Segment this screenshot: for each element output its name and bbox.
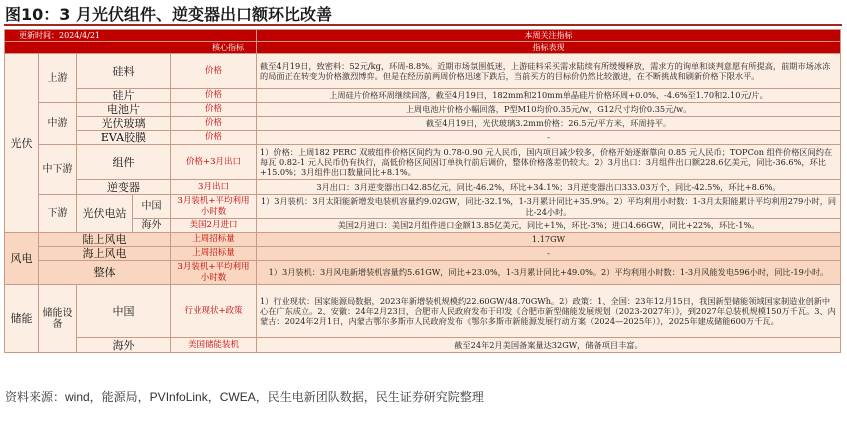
inverter-desc: 3月出口：3月逆变器出口42.85亿元，同比-46.2%，环比+34.1%；3月逆变器出口333.03万个，同比-42.5%，环比+8.6%。 xyxy=(257,180,841,195)
glass-label: 光伏玻璃 xyxy=(77,117,171,131)
glass-desc: 截至4月19日，光伏玻璃3.2mm价格：26.5元/平方米，环周持平。 xyxy=(257,117,841,131)
storage-china-desc: 1）行业现状：国家能源局数据，2023年新增装机规模约22.60GW/48.70GWh。2）政策：1、全国：23年12月15日，我国新型储能领域国家制造业创新中心在广东成立。2、安徽：24年2月23日，合肥市人民政府发布于印发《合肥市新型储能发展规划（2023-2027年）》，到2027年总装机规模150万千瓦。3、内蒙古：2024年2月1日，内蒙古鄂尔多斯市人民政府发布《鄂尔多斯市新能源发展行动方案（2024—2025年）》，2025年建成储能600万千瓦。 xyxy=(257,285,841,338)
module-desc: 1）价格：上周182 PERC 双玻组件价格区间约为 0.78-0.90 元人民币，国内项目减少较多，价格开始逐渐靠向 0.85 元人民币；TOPCon 组件价格区间约在每瓦 0.82-1 元人民币仍有执行，高低价格区间因订单执行前后调价，整体价格落差仍较大。2）3月出口：3月组件出口额228.6亿美元，同比-36.6%，环比+15.0%；3月组件出口数量同比+8.1%。 xyxy=(257,145,841,180)
storage-overseas-label: 海外 xyxy=(77,338,171,353)
eva-indicator: 价格 xyxy=(171,131,257,145)
cell-indicator: 价格 xyxy=(171,103,257,117)
storage-overseas-desc: 截至24年2月美国备案量达32GW，储备项目丰富。 xyxy=(257,338,841,353)
station-overseas-indicator: 美国2月进口 xyxy=(171,219,257,233)
offshore-label: 海上风电 xyxy=(39,247,171,261)
station-overseas-label: 海外 xyxy=(133,219,171,233)
silicon-desc: 截至4月19日，致密料：52元/kg，环周-8.8%。近期市场氛围低迷，上游硅料采买需求陆续有所缓慢释放，需求方的询单和谈判意愿有所提高，前期市场冰冻的局面正在转变为价格激烈博弈。但是在经历前两周价格迅速下跌后，当前买方的目标价仍然比较激进，在不断挑战和刷新价格下限水平。 xyxy=(257,54,841,89)
storage-overseas-indicator: 美国储能装机 xyxy=(171,338,257,353)
onshore-label: 陆上风电 xyxy=(39,233,171,247)
eva-label: EVA胶膜 xyxy=(77,131,171,145)
storage-device: 储能设备 xyxy=(39,285,77,353)
eva-desc: - xyxy=(257,131,841,145)
update-time: 更新时间：2024/4/21 xyxy=(5,30,257,42)
station-label: 光伏电站 xyxy=(77,195,133,233)
module-label: 组件 xyxy=(77,145,171,180)
onshore-indicator: 上周招标量 xyxy=(171,233,257,247)
pv-category: 光伏 xyxy=(5,54,39,233)
weekly-focus-header: 本周关注指标 xyxy=(257,30,841,42)
silicon-indicator: 价格 xyxy=(171,54,257,89)
cell-label: 电池片 xyxy=(77,103,171,117)
station-china-indicator: 3月装机+平均利用小时数 xyxy=(171,195,257,219)
inverter-indicator: 3月出口 xyxy=(171,180,257,195)
indicator-desc-header: 指标表现 xyxy=(257,42,841,54)
pv-mid-downstream: 中下游 xyxy=(39,145,77,195)
title-rule xyxy=(4,24,842,26)
wafer-label: 硅片 xyxy=(77,89,171,103)
cell-desc: 上周电池片价格小幅回落，P型M10均价0.35元/w，G12尺寸均价0.35元/w。 xyxy=(257,103,841,117)
offshore-desc: - xyxy=(257,247,841,261)
source-note: 资料来源：wind，能源局，PVInfoLink，CWEA，民生电新团队数据，民生证券研究院整理 xyxy=(5,390,484,404)
wafer-desc: 上周硅片价格环周继续回落，截至4月19日，182mm和210mm单晶硅片价格环周+0.0%、-4.6%至1.70和2.10元/片。 xyxy=(257,89,841,103)
silicon-label: 硅料 xyxy=(77,54,171,89)
figure-title: 图10：3 月光伏组件、逆变器出口额环比改善 xyxy=(5,5,332,24)
wafer-indicator: 价格 xyxy=(171,89,257,103)
pv-upstream: 上游 xyxy=(39,54,77,103)
wind-overall-indicator: 3月装机+平均利用小时数 xyxy=(171,261,257,285)
module-indicator: 价格+3月出口 xyxy=(171,145,257,180)
wind-category: 风电 xyxy=(5,233,39,285)
onshore-desc: 1.17GW xyxy=(257,233,841,247)
station-overseas-desc: 美国2月进口：美国2月组件进口金额13.85亿美元，同比+1%，环比-3%；进口4.66GW，同比+22%，环比-1%。 xyxy=(257,219,841,233)
storage-category: 储能 xyxy=(5,285,39,353)
storage-china-indicator: 行业现状+政策 xyxy=(171,285,257,338)
storage-china-label: 中国 xyxy=(77,285,171,338)
wind-overall-desc: 1）3月装机：3月风电新增装机容量约5.61GW，同比+23.0%，1-3月累计同比+49.0%。2）平均利用小时数：1-3月风能发电596小时，同比-19小时。 xyxy=(257,261,841,285)
wind-overall-label: 整体 xyxy=(39,261,171,285)
station-china-desc: 1）3月装机：3月太阳能新增发电装机容量约9.02GW，同比-32.1%，1-3月累计同比+35.9%。2）平均利用小时数：1-3月太阳能累计平均利用279小时，同比-24小时。 xyxy=(257,195,841,219)
glass-indicator: 价格 xyxy=(171,117,257,131)
pv-midstream: 中游 xyxy=(39,103,77,145)
pv-downstream: 下游 xyxy=(39,195,77,233)
station-china-label: 中国 xyxy=(133,195,171,219)
core-indicator-header: 核心指标 xyxy=(5,42,257,54)
offshore-indicator: 上周招标量 xyxy=(171,247,257,261)
inverter-label: 逆变器 xyxy=(77,180,171,195)
indicator-table xyxy=(4,29,841,353)
